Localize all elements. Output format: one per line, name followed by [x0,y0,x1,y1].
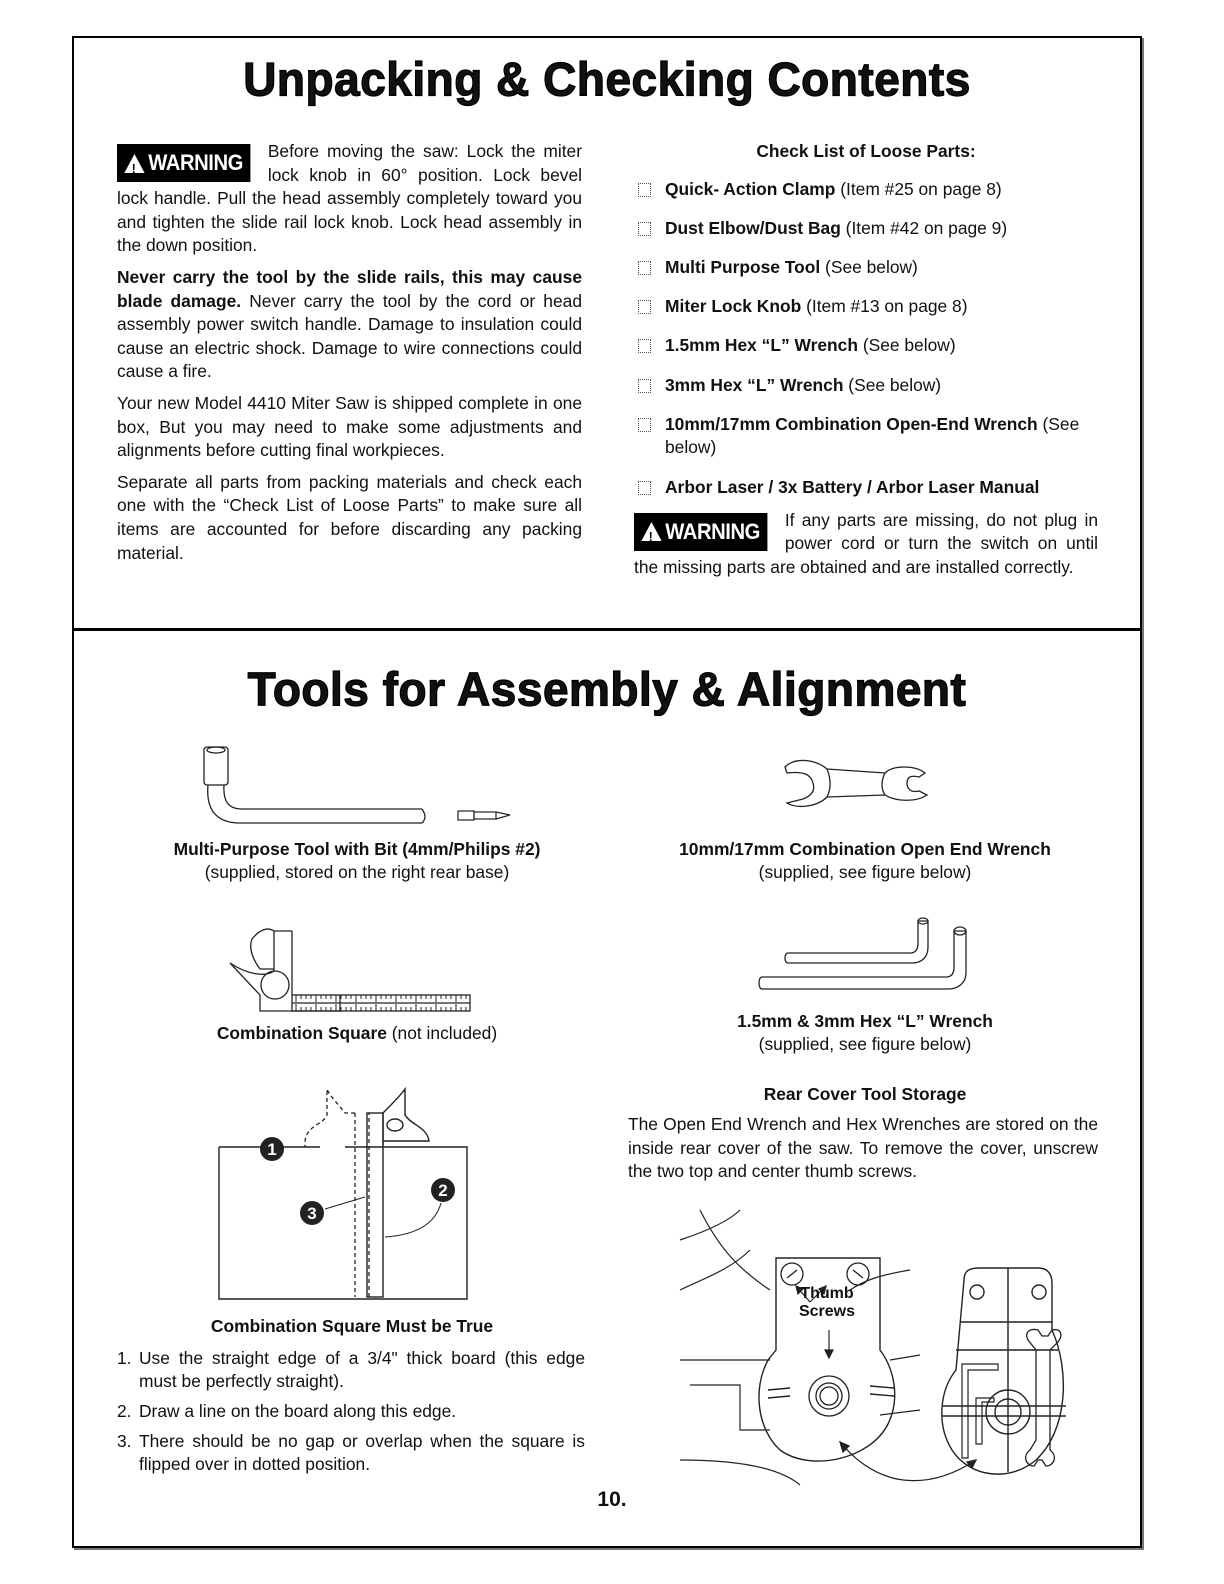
checklist-item-text [665,256,1098,280]
hex-wrench-figure [760,915,970,995]
step-item [117,1430,585,1476]
warning-triangle-icon [641,522,661,541]
rear-storage-title: Rear Cover Tool Storage [763,1084,967,1104]
step-item [117,1347,585,1393]
checklist-item-note: (See below) [843,374,942,395]
warning-paragraph [117,140,582,258]
open-wrench-caption [620,838,1110,884]
square-true-steps [117,1347,585,1483]
svg-text:3: 3 [307,1204,317,1223]
step-text: Use the straight edge of a 3/4" thick board (this edge must be perfectly straight). [139,1348,585,1391]
checklist-item [634,178,1098,202]
carry-bold-text: Never carry the tool by the slide rails, this may cause blade damage. [117,266,582,311]
hex-l-wrench-large-icon [759,927,966,989]
checklist-item-text [665,295,1098,319]
stored-hex-wrenches-icon [962,1364,998,1458]
square-true-figure [215,1085,475,1305]
checklist-item-note: (See below) [857,335,956,356]
thumb-screw-right-icon [847,1263,869,1285]
checklist-item-note: (Item #25 on page 8) [835,178,1002,199]
multi-tool-subtitle: (supplied, stored on the right rear base) [204,862,510,882]
checklist-items [634,178,1098,500]
checklist-item-name: Miter Lock Knob [665,296,802,317]
hex-wrench-caption [620,1010,1110,1056]
checkbox-icon[interactable] [638,379,651,393]
multi-tool-caption [117,838,597,884]
checkbox-icon[interactable] [638,418,651,432]
checklist-item-text [665,334,1098,358]
multi-purpose-tool-figure [190,745,540,835]
square-blade-dotted [305,1089,369,1297]
step-number: 1. [117,1348,132,1368]
carry-paragraph [117,266,582,384]
checklist-item-text [665,374,1098,398]
open-end-wrench-figure [775,755,965,815]
swap-arrow [840,1442,976,1481]
rear-storage-text: The Open End Wrench and Hex Wrenches are stored on the inside rear cover of the saw. To remove the cover, unscrew the two top and center thumb screws. [628,1114,1098,1182]
open-end-wrench-icon [785,760,927,806]
rear-cover-figure [680,1210,1100,1485]
missing-warning-paragraph [634,509,1098,580]
inside-cover-plate [942,1268,1066,1474]
thumb-screws-label-line2: Screws [798,1303,856,1320]
checklist-item-name: Multi Purpose Tool [665,256,821,277]
checklist-item-note: (Item #42 on page 9) [840,217,1008,238]
checklist-item [634,334,1098,358]
checkbox-icon[interactable] [638,300,651,314]
checklist-item-text [665,178,1098,202]
open-wrench-subtitle: (supplied, see figure below) [758,862,972,882]
callout-2 [385,1178,455,1237]
open-wrench-title: 10mm/17mm Combination Open End Wrench [679,839,1051,859]
combo-square-caption [117,1022,597,1045]
checklist-item-name: Arbor Laser / 3x Battery / Arbor Laser Manual [665,476,1040,497]
saw-body-lines [680,1210,920,1485]
checklist-item-note: (See below) [820,256,918,277]
step-item [117,1400,585,1423]
warning-badge [117,144,250,182]
svg-text:2: 2 [438,1181,448,1200]
warning-triangle-icon [124,154,144,173]
carry-text: Never carry the tool by the cord or head assembly power switch handle. Damage to insulation could cause an electric shock. Damage to wire connections could cause a fire. [117,290,582,382]
warning-label: WARNING [148,150,243,176]
hex-wrench-subtitle: (supplied, see figure below) [758,1034,972,1054]
checkbox-icon[interactable] [638,222,651,236]
checklist-item [634,476,1098,500]
center-thumb-screw-icon [809,1376,849,1416]
screwdriver-bit-icon [458,811,510,820]
callout-1 [260,1137,284,1161]
warning-label: WARNING [665,518,760,544]
checkbox-icon[interactable] [638,183,651,197]
checklist-item-name: Quick- Action Clamp [665,178,836,199]
checklist-item [634,413,1098,460]
checklist-item [634,217,1098,241]
step-number: 2. [117,1401,132,1421]
hex-l-wrench-small-icon [785,918,928,963]
checkbox-icon[interactable] [638,481,651,495]
combination-square-figure [230,925,475,1015]
checklist-column [634,140,1098,587]
step-text: Draw a line on the board along this edge. [139,1401,457,1421]
checklist-item-text [665,413,1098,460]
model-paragraph: Your new Model 4410 Miter Saw is shipped complete in one box, But you may need to make some adjustments and alignments before cutting final workpieces. [117,392,582,461]
missing-warning-text: If any parts are missing, do not plug in power cord or turn the switch on until the missing parts are obtained and are installed correctly. [634,509,1098,577]
section-title-tools: Tools for Assembly & Alignment [247,662,967,716]
board-outline [219,1147,467,1299]
multi-tool-illustration [204,747,425,823]
checkbox-icon[interactable] [638,339,651,353]
thumb-screw-left-icon [781,1263,803,1285]
warning-text: Before moving the saw: Lock the miter lock knob in 60° position. Lock bevel lock handle. Pull the head assembly completely toward you and tighten the slide rail lock knob. Lock head assembly in the down position. [117,141,582,256]
multi-tool-title: Multi-Purpose Tool with Bit (4mm/Philips #2) [173,839,541,859]
square-true-heading [117,1315,587,1338]
section-title-unpacking: Unpacking & Checking Contents [243,52,971,106]
checklist-item-note: (Item #13 on page 8) [801,296,968,317]
step-text: There should be no gap or overlap when the square is flipped over in dotted position. [139,1431,585,1474]
hex-wrench-title: 1.5mm & 3mm Hex “L” Wrench [737,1011,993,1031]
step-number: 3. [117,1431,132,1451]
square-true-title: Combination Square Must be True [210,1316,494,1336]
section-divider [72,628,1142,631]
checklist-item [634,295,1098,319]
checklist-item [634,374,1098,398]
combo-square-subtitle: (not included) [386,1023,498,1043]
checklist-item [634,256,1098,280]
combination-square-icon [230,929,470,1011]
rear-storage-heading [620,1083,1110,1106]
checklist-item-name: 3mm Hex “L” Wrench [665,374,844,395]
separate-paragraph: Separate all parts from packing materials and check each one with the “Check List of Loose Parts” to make sure all items are accounted for before discarding any packing material. [117,471,582,563]
checklist-item-text [665,476,1098,500]
checkbox-icon[interactable] [638,261,651,275]
page-number: 10. [597,1488,627,1511]
checklist-item-text [665,217,1098,241]
square-blade-solid [367,1089,429,1297]
checklist-item-name: 10mm/17mm Combination Open-End Wrench [665,413,1038,434]
checklist-title: Check List of Loose Parts: [756,141,976,161]
checklist-item-note: (See below) [665,413,1080,458]
svg-text:1: 1 [267,1140,277,1159]
warning-badge [634,513,767,551]
thumb-screws-label-line1: Thumb [800,1285,854,1302]
combo-square-title: Combination Square [216,1023,387,1043]
checklist-item-name: Dust Elbow/Dust Bag [665,217,841,238]
unpacking-left-column [117,140,582,573]
checklist-item-name: 1.5mm Hex “L” Wrench [665,335,858,356]
